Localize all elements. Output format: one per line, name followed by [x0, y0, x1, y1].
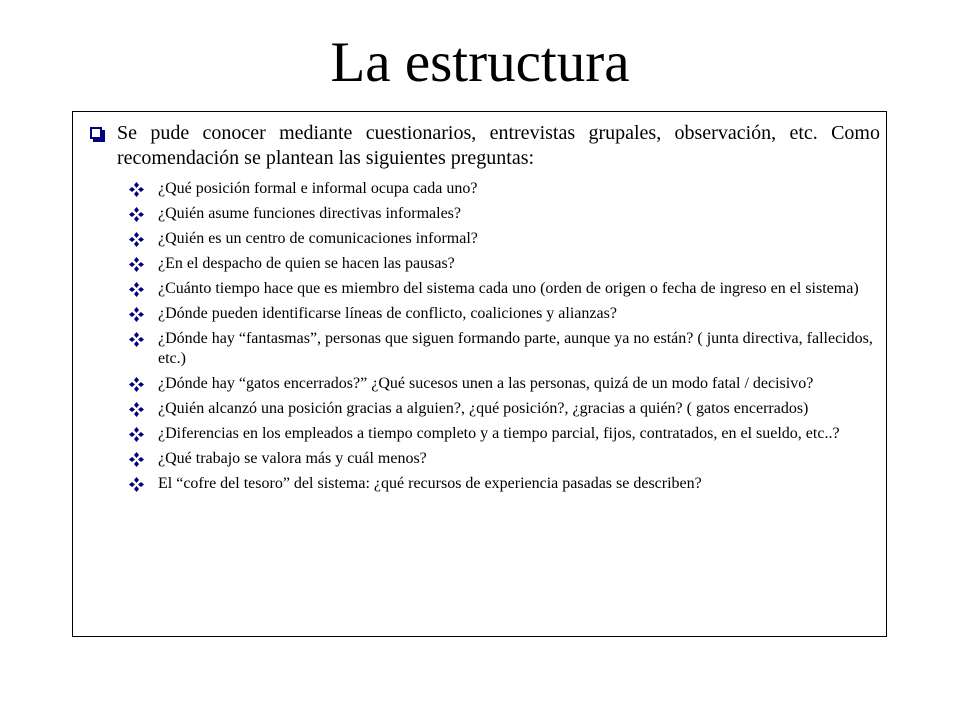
- question-text: ¿Dónde hay “gatos encerrados?” ¿Qué sucesos unen a las personas, quizá de un modo fatal / decisivo?: [158, 375, 814, 392]
- content-box: [72, 111, 887, 637]
- four-diamond-bullet-icon: [129, 452, 144, 467]
- question-text: ¿Dónde pueden identificarse líneas de conflicto, coaliciones y alianzas?: [158, 305, 617, 322]
- question-text: ¿Quién asume funciones directivas informales?: [158, 205, 461, 222]
- question-text: ¿Quién alcanzó una posición gracias a alguien?, ¿qué posición?, ¿gracias a quién? ( gatos encerrados): [158, 400, 809, 417]
- list-item: [129, 304, 874, 324]
- question-text: ¿Diferencias en los empleados a tiempo completo y a tiempo parcial, fijos, contratados, en el sueldo, etc..?: [158, 425, 840, 442]
- list-item: [129, 424, 874, 444]
- list-item: [129, 474, 874, 494]
- list-item: [129, 204, 874, 224]
- question-text: ¿Dónde hay “fantasmas”, personas que siguen formando parte, aunque ya no están? ( junta directiva, fallecidos, etc.): [158, 330, 873, 367]
- four-diamond-bullet-icon: [129, 477, 144, 492]
- intro-text: Se pude conocer mediante cuestionarios, entrevistas grupales, observación, etc. Como recomendación se plantean las siguientes preguntas:: [117, 122, 880, 169]
- question-text: ¿Cuánto tiempo hace que es miembro del sistema cada uno (orden de origen o fecha de ingreso en el sistema): [158, 280, 859, 297]
- four-diamond-bullet-icon: [129, 207, 144, 222]
- list-item: [129, 374, 874, 394]
- question-text: ¿En el despacho de quien se hacen las pausas?: [158, 255, 455, 272]
- four-diamond-bullet-icon: [129, 182, 144, 197]
- four-diamond-bullet-icon: [129, 307, 144, 322]
- slide-title: La estructura: [330, 31, 630, 94]
- question-text: El “cofre del tesoro” del sistema: ¿qué recursos de experiencia pasadas se describen?: [158, 475, 702, 492]
- list-item: [129, 329, 874, 369]
- four-diamond-bullet-icon: [129, 377, 144, 392]
- intro-paragraph: [90, 121, 880, 171]
- list-item: [129, 229, 874, 249]
- four-diamond-bullet-icon: [129, 257, 144, 272]
- list-item: [129, 254, 874, 274]
- list-item: [129, 179, 874, 199]
- four-diamond-bullet-icon: [129, 282, 144, 297]
- list-item: [129, 449, 874, 469]
- list-item: [129, 399, 874, 419]
- four-diamond-bullet-icon: [129, 332, 144, 347]
- list-item: [129, 279, 874, 299]
- question-list: [129, 179, 874, 499]
- question-text: ¿Qué posición formal e informal ocupa cada uno?: [158, 180, 478, 197]
- four-diamond-bullet-icon: [129, 402, 144, 417]
- question-text: ¿Quién es un centro de comunicaciones informal?: [158, 230, 478, 247]
- four-diamond-bullet-icon: [129, 427, 144, 442]
- question-text: ¿Qué trabajo se valora más y cuál menos?: [158, 450, 427, 467]
- four-diamond-bullet-icon: [129, 232, 144, 247]
- hollow-square-bullet-icon: [90, 127, 105, 142]
